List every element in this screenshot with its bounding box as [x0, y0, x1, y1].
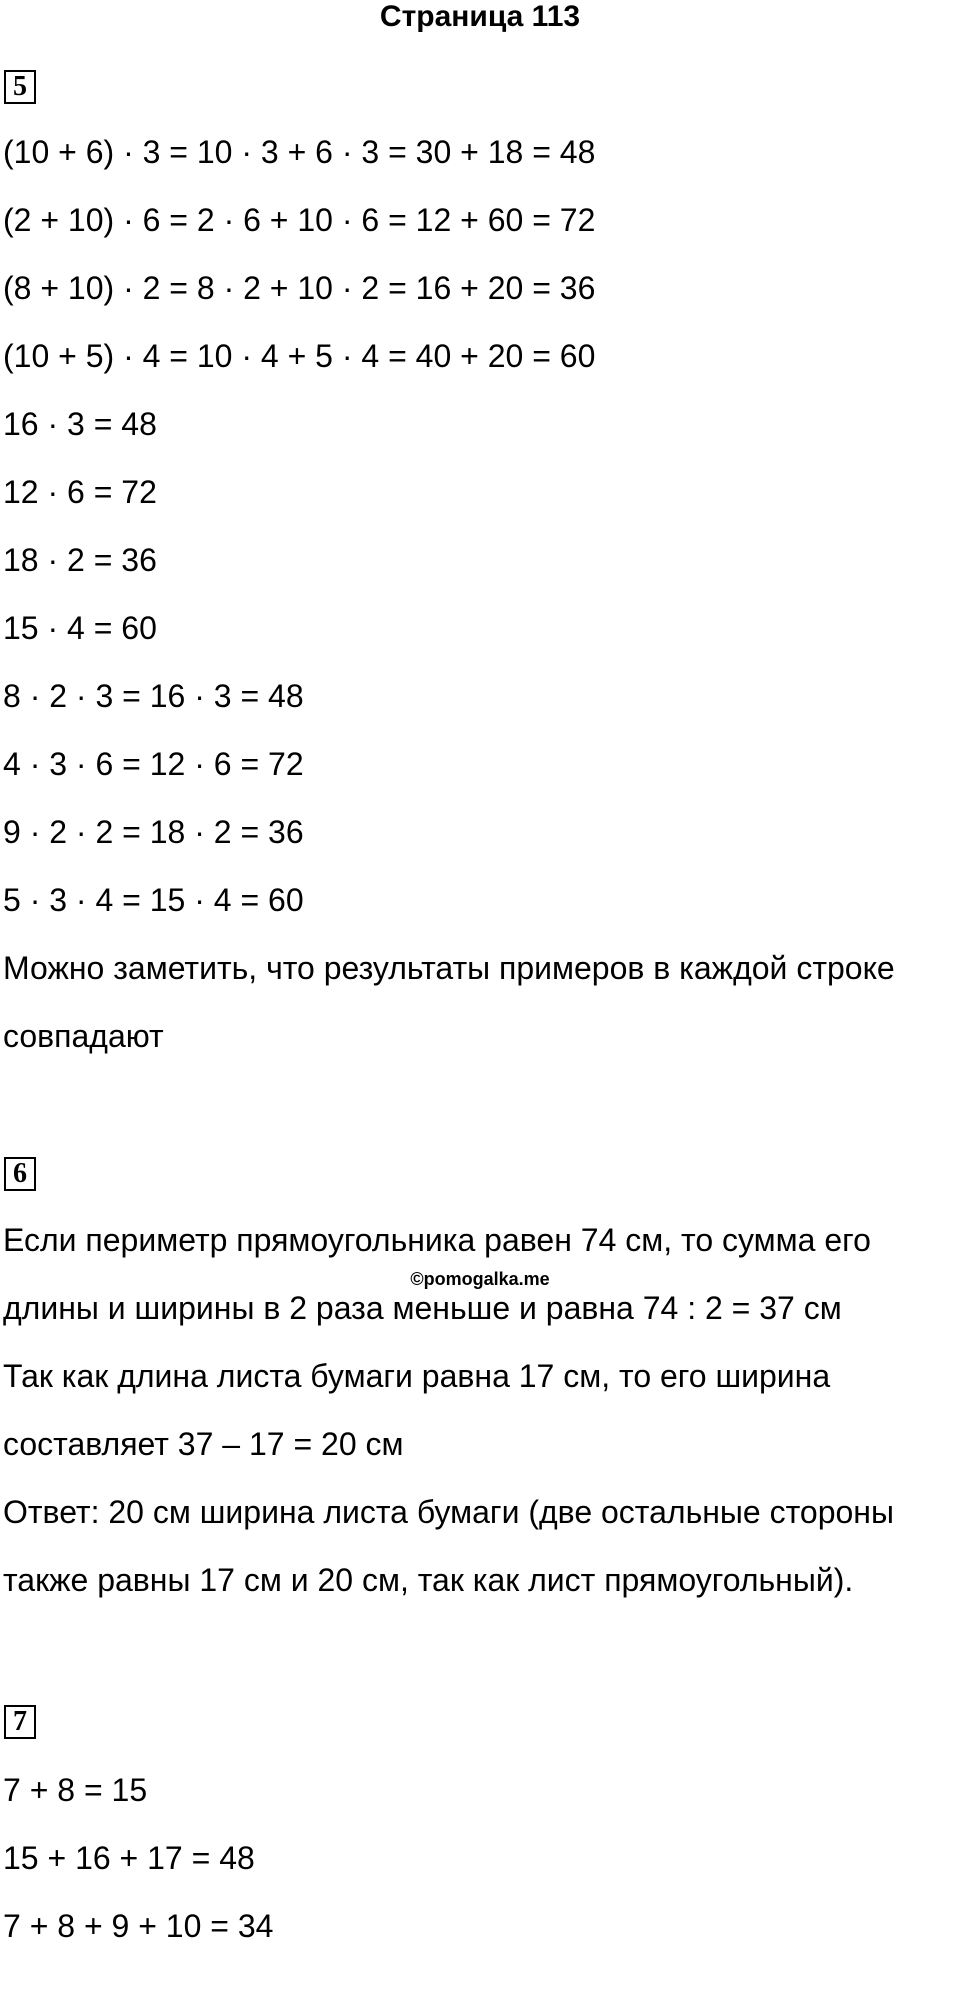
task-5-line: 8 · 2 · 3 = 16 · 3 = 48	[3, 678, 304, 714]
task-5-line: 12 · 6 = 72	[3, 474, 157, 510]
task-5-line: 16 · 3 = 48	[3, 406, 157, 442]
task-6-line: Если периметр прямоугольника равен 74 см, то сумма его	[3, 1222, 871, 1258]
task-6-line: Так как длина листа бумаги равна 17 см, то его ширина	[3, 1358, 831, 1394]
task-6-answer: Ответ: 20 см ширина листа бумаги (две остальные стороны	[3, 1494, 894, 1530]
task-5-conclusion: Можно заметить, что результаты примеров в каждой строке	[3, 950, 895, 986]
task-5-line: (10 + 6) · 3 = 10 · 3 + 6 · 3 = 30 + 18 = 48	[3, 134, 596, 170]
task-5-line: 15 · 4 = 60	[3, 610, 157, 646]
task-7-line: 7 + 8 = 15	[3, 1772, 148, 1808]
task-number-6: 6	[4, 1157, 36, 1191]
task-7-line: 15 + 16 + 17 = 48	[3, 1840, 255, 1876]
task-6-answer: также равны 17 см и 20 см, так как лист прямоугольный).	[3, 1562, 854, 1598]
page-title: Страница 113	[379, 0, 581, 33]
task-5-line: (10 + 5) · 4 = 10 · 4 + 5 · 4 = 40 + 20 = 60	[3, 338, 596, 374]
task-number-5: 5	[4, 70, 36, 104]
task-5-line: 18 · 2 = 36	[3, 542, 157, 578]
task-number-7: 7	[4, 1705, 36, 1739]
task-5-line: 9 · 2 · 2 = 18 · 2 = 36	[3, 814, 304, 850]
task-6-line: длины и ширины в 2 раза меньше и равна 74 : 2 = 37 см	[3, 1290, 842, 1326]
task-5-line: (8 + 10) · 2 = 8 · 2 + 10 · 2 = 16 + 20 = 36	[3, 270, 596, 306]
task-5-line: 5 · 3 · 4 = 15 · 4 = 60	[3, 882, 304, 918]
watermark: ©pomogalka.me	[410, 1269, 550, 1289]
task-7-line: 7 + 8 + 9 + 10 = 34	[3, 1908, 274, 1944]
task-5-line: 4 · 3 · 6 = 12 · 6 = 72	[3, 746, 304, 782]
task-5-line: (2 + 10) · 6 = 2 · 6 + 10 · 6 = 12 + 60 = 72	[3, 202, 596, 238]
task-6-line: составляет 37 – 17 = 20 см	[3, 1426, 404, 1462]
task-5-conclusion: совпадают	[3, 1018, 164, 1054]
